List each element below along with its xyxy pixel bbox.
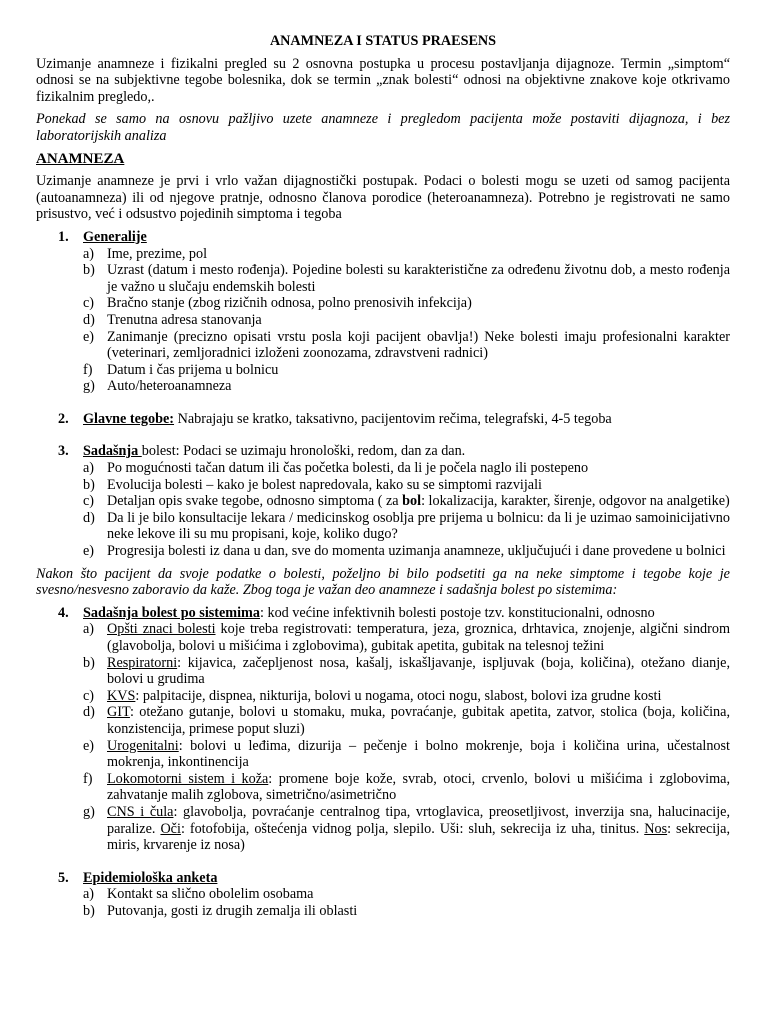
document-page: [36, 33, 730, 920]
note-italic-paragraph: Nakon što pacijent da svoje podatke o bolesti, poželjno bi bilo podsetiti ga na neke simptome i tegobe koje je svesno/nesvesno zaboravio da kaže. Zbog toga je važan deo anamneze i sadašnja bolest po sistemima:: [36, 565, 730, 599]
section-number: 3.: [58, 443, 69, 460]
section-generalije: [36, 229, 730, 395]
section-epidemioloska-anketa: [36, 870, 730, 920]
section-number: 4.: [58, 604, 69, 621]
sadasnja-list: [36, 460, 730, 560]
list-item: d) Trenutna adresa stanovanja: [83, 311, 262, 328]
list-item: a) Ime, prezime, pol: [83, 245, 208, 262]
section-sadasnja-bolest: [36, 443, 730, 559]
section-title: Sadašnja bolest po sistemima: [83, 604, 260, 621]
generalije-list: [36, 246, 730, 395]
epidemioloska-list: [36, 886, 730, 919]
list-item: c) KVS: palpitacije, dispnea, nikturija, bolovi u nogama, otoci nogu, slabost, bolovi iza grudne kosti: [83, 687, 662, 704]
section-number: 5.: [58, 869, 69, 886]
list-item: b) Uzrast (datum i mesto rođenja). Pojedine bolesti su karakteristične za određenu životnu dob, a mesto rođenja je važno u slučaju endemskih bolesti: [83, 262, 730, 295]
section-title: Sadašnja: [83, 443, 142, 460]
sistemi-list: [36, 621, 730, 853]
list-item: d) Da li je bilo konsultacije lekara / medicinskog osoblja pre prijema u bolnicu: da li je uzimao samoinicijativno neke lekove ili su mu propisani, koje, koliko dugo?: [83, 509, 730, 543]
list-item: a) Opšti znaci bolesti koje treba registrovati: temperatura, jeza, groznica, drhtavica, znojenje, algični sindrom (glavobolja, bolovi u mišićima i zglobovima), gubitak apetita, gubitak na telesnoj težini: [83, 621, 730, 654]
list-item: c) Bračno stanje (zbog rizičnih odnosa, polno prenosivih infekcija): [83, 295, 472, 312]
section-title: Generalije: [83, 228, 147, 245]
list-item: e) Urogenitalni: bolovi u leđima, dizurija – pečenje i bolno mokrenje, boja i količina urina, učestalnost mokrenja, inkontinencija: [83, 737, 730, 771]
list-item: g) CNS i čula: glavobolja, povraćanje centralnog tipa, vrtoglavica, preosetljivost, inverzija sna, halucinacije, paralize. Oči: fotofobija, oštećenja vidnog polja, slepilo. Uši: sluh, sekrecija iz uha, tinitus. Nos: sekrecija, miris, krvarenje iz nosa): [83, 803, 731, 854]
anamneza-paragraph: Uzimanje anamneze je prvi i vrlo važan dijagnostički postupak. Podaci o bolesti mogu se uzeti od samog pacijenta (autoanamneza) ili od njegove pratnje, odnosno članova porodice (heteroanamneza). Potrebno je registrovati ne samo prisustvo, već i odsustvo pojedinih simptoma i tegoba: [36, 173, 730, 223]
list-item: c) Detaljan opis svake tegobe, odnosno simptoma ( za bol: lokalizacija, karakter, širenje, odgovor na analgetike): [83, 493, 730, 510]
list-item: b) Respiratorni: kijavica, začepljenost nosa, kašalj, iskašljavanje, ispljuvak (boja, količina), otežano dianje, bolovi u grudima: [83, 654, 730, 688]
list-item: b) Putovanja, gosti iz drugih zemalja ili oblasti: [83, 902, 358, 919]
document-title: ANAMNEZA I STATUS PRAESENS: [269, 33, 497, 49]
anamneza-heading: ANAMNEZA: [36, 150, 125, 167]
list-item: a) Po mogućnosti tačan datum ili čas početka bolesti, da li je počela naglo ili postepeno: [83, 460, 589, 477]
section-po-sistemima: [36, 605, 730, 854]
intro-paragraph: Uzimanje anamneze i fizikalni pregled su 2 osnovna postupka u procesu postavljanja dijagnoze. Termin „simptom“ odnosi se na subjektivne tegobe bolesnika, dok se termin „znak bolesti“ odnosi na objektivne znakove koje otkrivamo fizikalnim pregledo,.: [36, 55, 730, 105]
section-text: bolest: Podaci se uzimaju hronološki, redom, dan za dan.: [141, 443, 466, 460]
list-item: e) Zanimanje (precizno opisati vrstu posla koji pacijent obavlja!) Neke bolesti imaju profesionalni karakter (veterinari, zemljoradnici izloženi zoonozama, zdravstveni radnici): [83, 328, 730, 362]
list-item: b) Evolucija bolesti – kako je bolest napredovala, kako su se simptomi razvijali: [83, 476, 542, 493]
section-glavne-tegobe: [36, 411, 730, 428]
section-text: : kod većine infektivnih bolesti postoje tzv. konstitucionalni, odnosno: [259, 604, 655, 621]
list-item: e) Progresija bolesti iz dana u dan, sve do momenta uzimanja anamneze, uključujući i dane provedene u bolnici: [83, 543, 726, 560]
list-item: f) Datum i čas prijema u bolnicu: [83, 361, 279, 378]
list-item: d) GIT: otežano gutanje, bolovi u stomaku, muka, povraćanje, gubitak apetita, zatvor, stolica (boja, količina, konzistencija, primese poput sluzi): [83, 704, 730, 737]
section-title: Epidemiološka anketa: [83, 869, 218, 886]
list-item: a) Kontakt sa slično obolelim osobama: [83, 886, 314, 903]
section-title: Glavne tegobe:: [83, 410, 175, 427]
section-number: 1.: [58, 228, 69, 245]
list-item: g) Auto/heteroanamneza: [83, 378, 232, 395]
section-text: Nabrajaju se kratko, taksativno, pacijentovim rečima, telegrafski, 4-5 tegoba: [174, 410, 612, 427]
list-item: f) Lokomotorni sistem i koža: promene boje kože, svrab, otoci, crvenlo, bolovi u mišićima i zglobovima, zahvatanje malih zglobova, simetrično/asimetrično: [83, 770, 730, 804]
intro-italic-paragraph: Ponekad se samo na osnovu pažljivo uzete anamneze i pregledom pacijenta može postaviti dijagnoza, i bez laboratorijskih analiza: [36, 111, 730, 144]
section-number: 2.: [58, 410, 69, 427]
